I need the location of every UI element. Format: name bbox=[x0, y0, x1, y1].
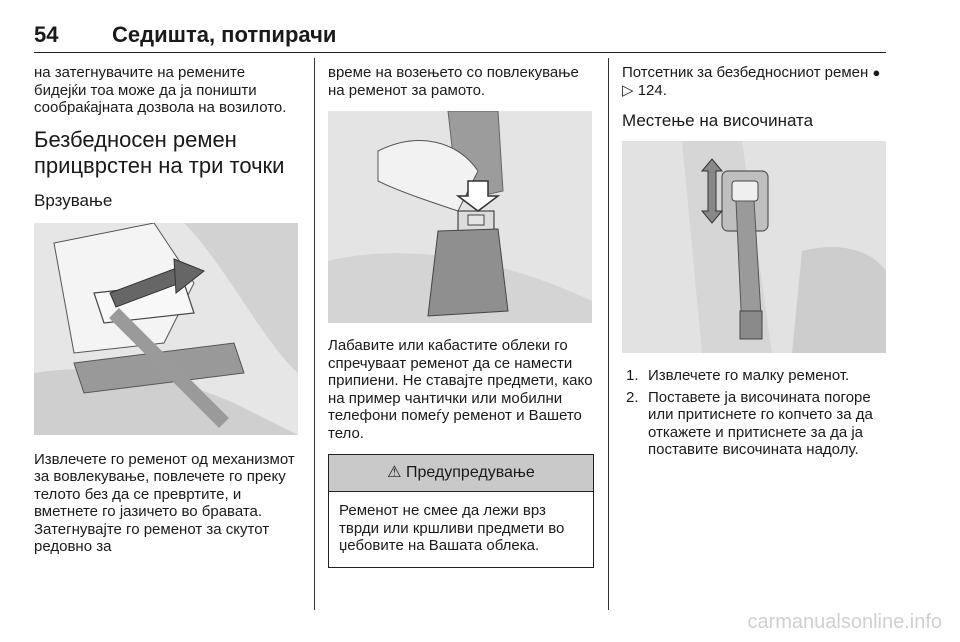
section-heading: Местење на височината bbox=[622, 111, 814, 130]
step-text: Поставете ја височината погоре или притиснете го копчето за да откажете и притиснете за да ја поставите височината надолу. bbox=[648, 388, 873, 458]
page-number: 54 bbox=[34, 22, 59, 47]
warning-icon: ⚠ bbox=[387, 464, 402, 481]
warning-box bbox=[328, 454, 594, 568]
warning-header bbox=[329, 455, 593, 492]
warning-body bbox=[329, 492, 593, 567]
reference-paragraph bbox=[622, 64, 888, 99]
column-2 bbox=[328, 64, 594, 568]
step-number: 1. bbox=[626, 367, 639, 384]
height-adjuster-illustration bbox=[622, 141, 886, 353]
page-header bbox=[34, 22, 886, 53]
column-divider bbox=[314, 58, 315, 610]
steps-list bbox=[622, 367, 888, 459]
seatbelt-reminder-icon: ● bbox=[872, 65, 881, 80]
body-paragraph: Лабавите или кабастите облеки го спречуваат ременот да се намести припиени. Не ставајте предмети, како на пример чантички или мобилни телефони помеѓу ременот и Вашето тело. bbox=[328, 337, 593, 442]
column-1 bbox=[34, 64, 300, 556]
step-number: 2. bbox=[626, 388, 639, 406]
list-item bbox=[622, 367, 888, 385]
warning-title: Предупредување bbox=[405, 464, 535, 481]
page-title: Седишта, потпирачи bbox=[112, 22, 337, 47]
list-item bbox=[622, 389, 888, 459]
column-divider bbox=[608, 58, 609, 610]
body-paragraph: Извлечете го ременот од механизмот за вовлекување, повлечете го преку телото без да се превртите, и вметнете го јазичето во бравата. Затегнувајте го ременот за скутот редовно за bbox=[34, 450, 295, 555]
warning-text: Ременот не смее да лежи врз тврди или кршливи предмети во џебовите на Вашата облека. bbox=[339, 502, 565, 554]
buckle-tongue-illustration bbox=[328, 111, 592, 323]
subsection-heading: Врзување bbox=[34, 190, 113, 210]
intro-paragraph: време на возењето со повлекување на ременот за рамото. bbox=[328, 64, 579, 99]
reference-page: 124. bbox=[637, 81, 667, 99]
watermark: carmanualsonline.info bbox=[747, 611, 942, 633]
column-3 bbox=[622, 64, 888, 463]
buckling-illustration bbox=[34, 223, 298, 435]
section-heading: Безбедносен ремен прицврстен на три точки bbox=[34, 126, 285, 178]
step-text: Извлечете го малку ременот. bbox=[648, 367, 850, 384]
page-reference-icon: ▷ bbox=[622, 81, 634, 99]
intro-paragraph: на затегнувачите на ремените бидејќи тоа може да ја поништи сообраќајната дозвола на возилото. bbox=[34, 64, 287, 116]
reference-text: Потсетник за безбедносниот ремен bbox=[622, 64, 869, 81]
